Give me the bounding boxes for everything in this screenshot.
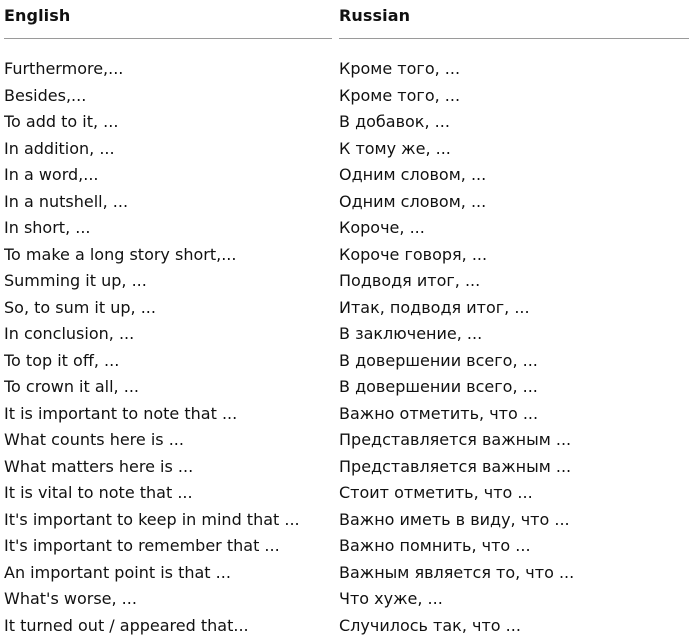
russian-translation: К тому же, ...: [339, 138, 451, 158]
russian-translation: Представляется важным ...: [339, 430, 572, 449]
english-phrase: In a nutshell, ...: [4, 191, 129, 211]
russian-translation: Стоит отметить, что ...: [339, 483, 533, 502]
russian-translation: Важным является то, что ...: [339, 562, 575, 582]
english-phrase: It's important to remember that ...: [4, 536, 280, 555]
russian-column-header: Russian: [339, 6, 411, 25]
russian-translation: Одним словом, ...: [339, 165, 487, 184]
english-column: [4, 0, 332, 32]
english-phrase: To make a long story short,...: [4, 244, 237, 264]
english-phrase: What's worse, ...: [4, 589, 137, 608]
russian-translation: Подводя итог, ...: [339, 271, 481, 290]
english-phrase: So, to sum it up, ...: [4, 297, 156, 317]
english-phrase-list: [4, 56, 334, 639]
russian-translation: Случилось так, что ...: [339, 615, 521, 635]
russian-translation: Кроме того, ...: [339, 85, 461, 105]
english-phrase: It turned out / appeared that...: [4, 615, 249, 635]
english-phrase: To crown it all, ...: [4, 377, 139, 396]
russian-translation: В заключение, ...: [339, 324, 483, 343]
english-header-divider: [4, 38, 332, 39]
english-phrase: Furthermore,...: [4, 59, 124, 78]
russian-translation: Короче, ...: [339, 218, 425, 237]
english-phrase: To add to it, ...: [4, 112, 119, 131]
russian-translation: Что хуже, ...: [339, 589, 443, 608]
russian-translation: В добавок, ...: [339, 112, 450, 131]
russian-translation: Кроме того, ...: [339, 59, 461, 78]
russian-translation: Представляется важным ...: [339, 456, 572, 476]
english-phrase: Besides,...: [4, 85, 87, 105]
english-phrase: What matters here is ...: [4, 456, 194, 476]
english-phrase: What counts here is ...: [4, 430, 184, 449]
russian-translation: Важно иметь в виду, что ...: [339, 509, 570, 529]
english-phrase: Summing it up, ...: [4, 271, 147, 290]
russian-translation: Одним словом, ...: [339, 191, 487, 211]
russian-translation: В довершении всего, ...: [339, 350, 538, 370]
english-phrase: It is important to note that ...: [4, 403, 238, 423]
russian-phrase-list: [339, 56, 689, 639]
english-phrase: It's important to keep in mind that ...: [4, 509, 300, 529]
english-phrase: It is vital to note that ...: [4, 483, 193, 502]
english-phrase: In conclusion, ...: [4, 324, 135, 343]
russian-translation: Итак, подводя итог, ...: [339, 297, 530, 317]
english-phrase: In short, ...: [4, 218, 91, 237]
english-phrase: An important point is that ...: [4, 562, 231, 582]
english-phrase: In a word,...: [4, 165, 99, 184]
russian-translation: Короче говоря, ...: [339, 244, 488, 264]
english-phrase: To top it off, ...: [4, 350, 120, 370]
english-column-header: English: [4, 6, 71, 25]
russian-header-divider: [339, 38, 689, 39]
english-phrase: In addition, ...: [4, 138, 115, 158]
russian-translation: Важно отметить, что ...: [339, 403, 539, 423]
russian-translation: В довершении всего, ...: [339, 377, 538, 396]
russian-column: [339, 0, 689, 32]
russian-translation: Важно помнить, что ...: [339, 536, 531, 555]
